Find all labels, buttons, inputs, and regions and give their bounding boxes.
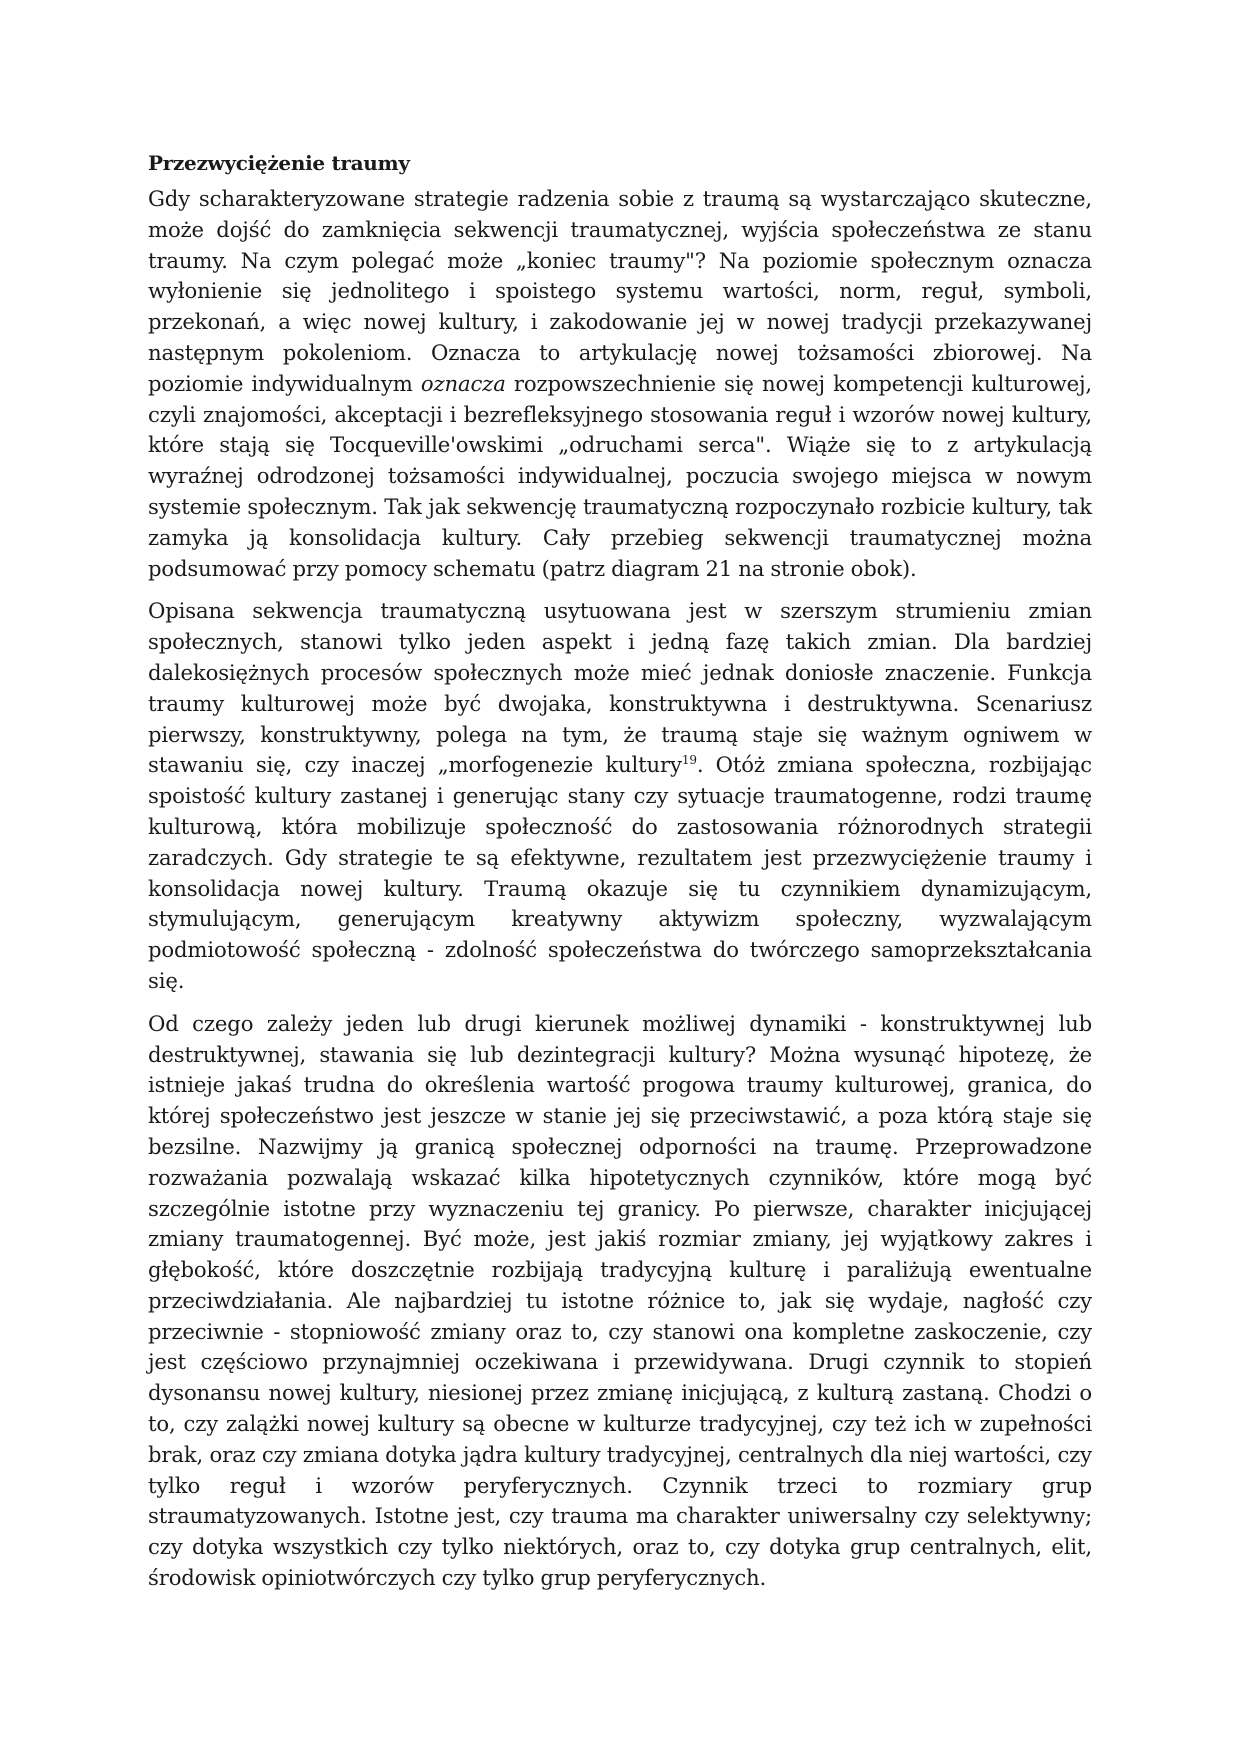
- paragraph-1-text-b: rozpowszechnienie się nowej kompetencji kulturowej, czyli znajomości, akceptacji i bezrefleksyjnego stosowania reguł i wzorów nowej kultury, które stają się Tocqueville'owskimi „odruchami serca". Wiąże się to z artykulacją wyraźnej odrodzonej tożsamości indywidualnej, poczucia swojego miejsca w nowym systemie społecznym. Tak jak sekwencję traumatyczną rozpoczynało rozbicie kultury, tak zamyka ją konsolidacja kultury. Cały przebieg sekwencji traumatycznej można podsumować przy pomocy schematu (patrz diagram 21 na stronie obok).: [148, 370, 1092, 581]
- section-title: Przezwyciężenie traumy: [148, 151, 410, 175]
- paragraph-1-text-a: Gdy scharakteryzowane strategie radzenia sobie z traumą są wystarczająco skuteczne, może dojść do zamknięcia sekwencji traumatycznej, wyjścia społeczeństwa ze stanu traumy. Na czym polegać może „koniec traumy"? Na poziomie społecznym oznacza wyłonienie się jednolitego i spoistego systemu wartości, norm, reguł, symboli, przekonań, a więc nowej kultury, i zakodowanie jej w nowej tradycji przekazywanej następnym pokoleniom. Oznacza to artykulację nowej tożsamości zbiorowej. Na poziomie indywidualnym: [148, 186, 1092, 396]
- paragraph-2-text-b: . Otóż zmiana społeczna, rozbijając spoistość kultury zastanej i generując stany czy sytuacje traumatogenne, rodzi traumę kulturową, która mobilizuje społeczność do zastosowania różnorodnych strategii zaradczych. Gdy strategie te są efektywne, rezultatem jest przezwyciężenie traumy i konsolidacja nowej kultury. Traumą okazuje się tu czynnikiem dynamizującym, stymulującym, generującym kreatywny aktywizm społeczny, wyzwalającym podmiotowość społeczną - zdolność społeczeństwa do twórczego samoprzekształcania się.: [148, 752, 1092, 993]
- paragraph-1: [148, 184, 1092, 584]
- paragraph-2-text-a: Opisana sekwencja traumatyczną usytuowana jest w szerszym strumieniu zmian społecznych, stanowi tylko jeden aspekt i jedną fazę takich zmian. Dla bardziej dalekosiężnych procesów społecznych może mieć jednak doniosłe znaczenie. Funkcja traumy kulturowej może być dwojaka, konstruktywna i destruktywna. Scenariusz pierwszy, konstruktywny, polega na tym, że traumą staje się ważnym ogniwem w stawaniu się, czy inaczej „morfogenezie kultury: [148, 598, 1092, 778]
- paragraph-1-italic-word: oznacza: [420, 370, 506, 396]
- footnote-marker: 19: [681, 753, 697, 768]
- paragraph-3: Od czego zależy jeden lub drugi kierunek możliwej dynamiki - konstruktywnej lub destruktywnej, stawania się lub dezintegracji kultury? Można wysunąć hipotezę, że istnieje jakaś trudna do określenia wartość progowa traumy kulturowej, granica, do której społeczeństwo jest jeszcze w stanie jej się przeciwstawić, a poza którą staje się bezsilne. Nazwijmy ją granicą społecznej odporności na traumę. Przeprowadzone rozważania pozwalają wskazać kilka hipotetycznych czynników, które mogą być szczególnie istotne przy wyznaczeniu tej granicy. Po pierwsze, charakter inicjującej zmiany traumatogennej. Być może, jest jakiś rozmiar zmiany, jej wyjątkowy zakres i głębokość, które doszczętnie rozbijają tradycyjną kulturę i paraliżują ewentualne przeciwdziałania. Ale najbardziej tu istotne różnice to, jak się wydaje, nagłość czy przeciwnie - stopniowość zmiany oraz to, czy stanowi ona kompletne zaskoczenie, czy jest częściowo przynajmniej oczekiwana i przewidywana. Drugi czynnik to stopień dysonansu nowej kultury, niesionej przez zmianę inicjującą, z kulturą zastaną. Chodzi o to, czy zalążki nowej kultury są obecne w kulturze tradycyjnej, czy też ich w zupełności brak, oraz czy zmiana dotyka jądra kultury tradycyjnej, centralnych dla niej wartości, czy tylko reguł i wzorów peryferycznych. Czynnik trzeci to rozmiary grup straumatyzowanych. Istotne jest, czy trauma ma charakter uniwersalny czy selektywny; czy dotyka wszystkich czy tylko niektórych, oraz to, czy dotyka grup centralnych, elit, środowisk opiniotwórczych czy tylko grup peryferycznych.: [148, 1010, 1092, 1591]
- paragraph-2: [148, 596, 1092, 996]
- document-page: [148, 148, 1092, 1606]
